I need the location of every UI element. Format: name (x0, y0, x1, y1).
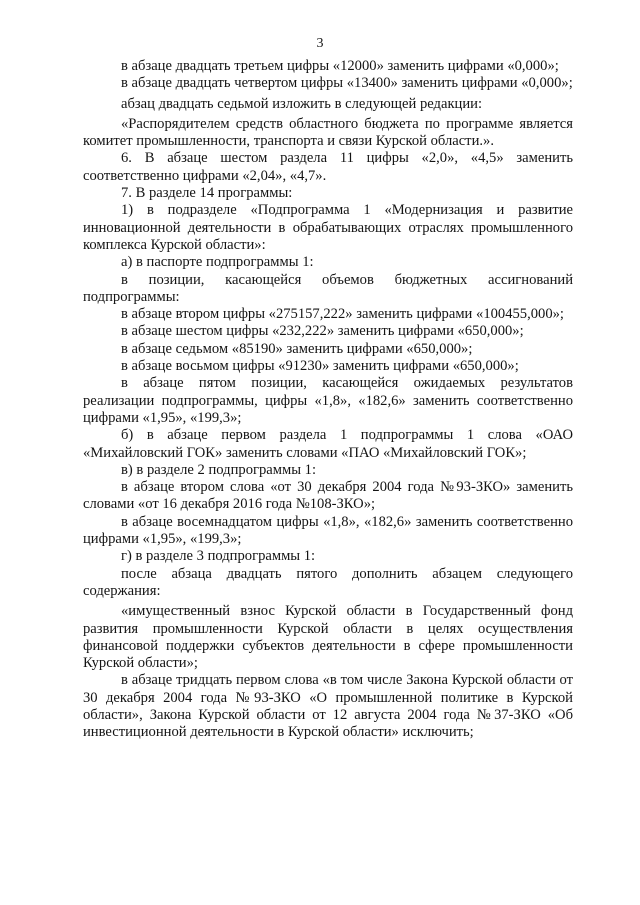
paragraph: 7. В разделе 14 программы: (121, 185, 293, 202)
paragraph: в абзаце шестом цифры «232,222» заменить цифрами «650,000»; (121, 323, 524, 340)
paragraph: в абзаце двадцать четвертом цифры «13400» заменить цифрами «0,000»; (121, 75, 573, 92)
page-number: 3 (316, 36, 324, 51)
paragraph: г) в разделе 3 подпрограммы 1: (121, 548, 316, 565)
paragraph: в абзаце двадцать третьем цифры «12000» заменить цифрами «0,000»; (121, 58, 559, 74)
paragraph: в абзаце пятом позиции, касающейся ожидаемых результатов реализации подпрограммы, цифры «1,8», «182,6» заменить соответственно цифрами «1,95», «199,3»; (83, 375, 573, 426)
paragraph: 1) в подразделе «Подпрограмма 1 «Модернизация и развитие инновационной деятельности в обрабатывающих отраслях промышленного комплекса Курской области»: (83, 202, 573, 253)
paragraph: «Распорядителем средств областного бюджета по программе является комитет промышленности, транспорта и связи Курской области.». (83, 115, 573, 150)
paragraph: в абзаце втором цифры «275157,222» заменить цифрами «100455,000»; (121, 306, 564, 323)
paragraph: в абзаце восьмом цифры «91230» заменить цифрами «650,000»; (121, 358, 519, 375)
paragraph: 6. В абзаце шестом раздела 11 цифры «2,0», «4,5» заменить соответственно цифрами «2,04», «4,7». (83, 150, 573, 184)
paragraph: б) в абзаце первом раздела 1 подпрограммы 1 слова «ОАО «Михайловский ГОК» заменить словами «ПАО «Михайловский ГОК»; (83, 427, 573, 461)
paragraph: «имущественный взнос Курской области в Государственный фонд развития промышленности Курской области в целях осуществления финансовой поддержки субъектов деятельности в сфере промышленности Курской области»; (83, 603, 573, 672)
paragraph: в абзаце тридцать первом слова «в том числе Закона Курской области от 30 декабря 2004 года №93-ЗКО «О промышленной политике в Курской области», Закона Курской области от 12 августа 2004 года №37-ЗКО «Об инвестиционной деятельности в Курской области» исключить; (83, 672, 573, 741)
paragraph: в) в разделе 2 подпрограммы 1: (121, 461, 317, 478)
paragraph: в абзаце седьмом «85190» заменить цифрами «650,000»; (121, 340, 473, 357)
paragraph: абзац двадцать седьмой изложить в следующей редакции: (121, 95, 483, 112)
paragraph: в позиции, касающейся объемов бюджетных ассигнований подпрограммы: (83, 271, 573, 305)
paragraph: после абзаца двадцать пятого дополнить абзацем следующего содержания: (83, 565, 573, 599)
paragraph: в абзаце восемнадцатом цифры «1,8», «182,6» заменить соответственно цифрами «1,95», «199,3»; (83, 513, 573, 548)
document-body (83, 58, 573, 742)
paragraph: а) в паспорте подпрограммы 1: (121, 254, 314, 271)
paragraph: в абзаце втором слова «от 30 декабря 2004 года №93-ЗКО» заменить словами «от 16 декабря 2016 года №108-ЗКО»; (83, 479, 573, 513)
